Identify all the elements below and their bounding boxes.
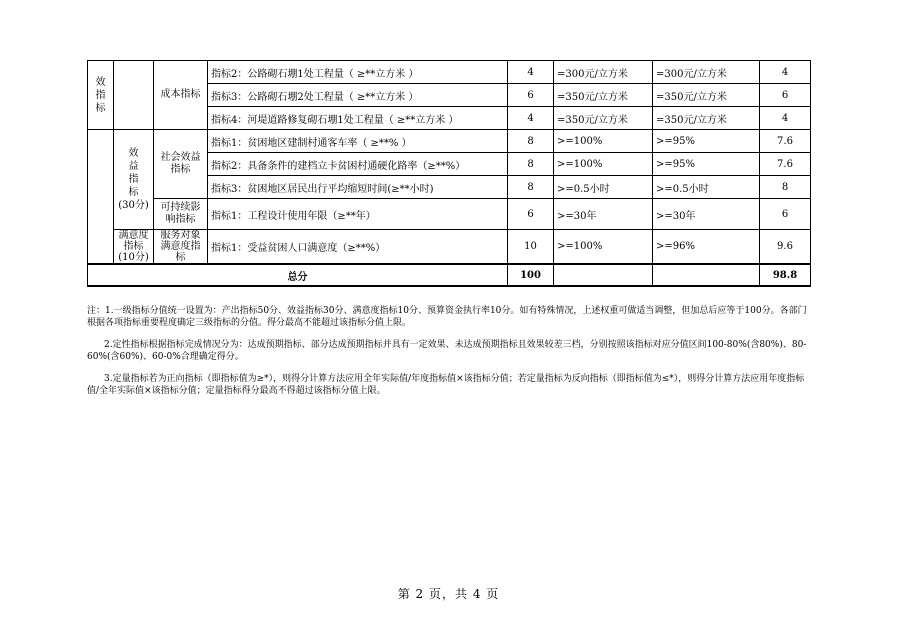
target-cell: =350元/立方米	[554, 107, 653, 130]
social-benefit-label: 社会效益 指标	[154, 130, 208, 199]
note-paragraph: 3.定量指标若为正向指标（即指标值为≥*），则得分计算方法应用全年实际值/年度指标值×该指标分值；若定量指标为反向指标（即指标值为≤*），则得分计算方法应用年度指标值/全年实际值×该指标分值；定量指标得分最高不得超过该指标分值上限。	[87, 374, 805, 396]
weight-cell: 6	[508, 199, 554, 230]
actual-cell: >=96%	[653, 230, 760, 265]
target-cell: =350元/立方米	[554, 84, 653, 107]
weight-cell: 4	[508, 107, 554, 130]
weight-cell: 8	[508, 130, 554, 153]
actual-cell: >=95%	[653, 153, 760, 176]
notes-section	[87, 305, 809, 407]
target-cell: >=0.5小时	[554, 176, 653, 199]
satisfaction-label: 满意度 指标 (10分)	[114, 230, 154, 265]
score-cell: 7.6	[760, 130, 811, 153]
indicator-cell: 指标2：公路砌石堋1处工程量（ ≥**立方米 ）	[208, 61, 508, 84]
table-row	[88, 199, 811, 230]
indicator-cell: 指标1：受益贫困人口满意度（≥**%）	[208, 230, 508, 265]
score-cell: 8	[760, 176, 811, 199]
level1-label: 效 指 标	[88, 61, 114, 130]
score-cell: 6	[760, 199, 811, 230]
weight-cell: 10	[508, 230, 554, 265]
total-weight: 100	[508, 264, 554, 286]
table-row	[88, 130, 811, 153]
table-row	[88, 61, 811, 84]
indicator-cell: 指标4：河堤道路修复砌石堋1处工程量（ ≥**立方米 ）	[208, 107, 508, 130]
total-row	[88, 264, 811, 286]
table-row	[88, 230, 811, 265]
actual-cell: =300元/立方米	[653, 61, 760, 84]
service-satisfaction-label: 服务对象 满意度指 标	[154, 230, 208, 265]
performance-table	[87, 60, 811, 287]
weight-cell: 8	[508, 153, 554, 176]
indicator-cell: 指标1：贫困地区建制村通客车率（ ≥**% ）	[208, 130, 508, 153]
target-cell: >=100%	[554, 153, 653, 176]
actual-cell: >=95%	[653, 130, 760, 153]
page-number-footer: 第 2 页，共 4 页	[397, 587, 500, 601]
total-label: 总分	[88, 264, 508, 286]
actual-cell: >=30年	[653, 199, 760, 230]
score-cell: 4	[760, 107, 811, 130]
indicator-cell: 指标2：具备条件的建档立卡贫困村通硬化路率（≥**%）	[208, 153, 508, 176]
sustainability-label: 可持续影 响指标	[154, 199, 208, 230]
score-cell: 9.6	[760, 230, 811, 265]
target-cell: >=30年	[554, 199, 653, 230]
indicator-cell: 指标3：公路砌石堋2处工程量（ ≥**立方米 ）	[208, 84, 508, 107]
indicator-cell: 指标1：工程设计使用年限（≥**年）	[208, 199, 508, 230]
actual-cell: >=0.5小时	[653, 176, 760, 199]
indicator-cell: 指标3：贫困地区居民出行平均缩短时间(≥**小时)	[208, 176, 508, 199]
total-empty-cell	[653, 264, 760, 286]
score-cell: 6	[760, 84, 811, 107]
target-cell: >=100%	[554, 230, 653, 265]
score-cell: 4	[760, 61, 811, 84]
level1-empty-cell	[88, 130, 114, 265]
total-score: 98.8	[760, 264, 811, 286]
weight-cell: 4	[508, 61, 554, 84]
target-cell: >=100%	[554, 130, 653, 153]
actual-cell: =350元/立方米	[653, 84, 760, 107]
actual-cell: =350元/立方米	[653, 107, 760, 130]
note-paragraph: 注：1.一级指标分值统一设置为：产出指标50分、效益指标30分、满意度指标10分、预算资金执行率10分。如有特殊情况，上述权重可做适当调整，但加总后应等于100分。各部门根据各项指标重要程度确定三级指标的分值。得分最高不能超过该指标分值上限。	[87, 306, 807, 328]
weight-cell: 8	[508, 176, 554, 199]
weight-cell: 6	[508, 84, 554, 107]
target-cell: =300元/立方米	[554, 61, 653, 84]
level2-empty-cell	[114, 61, 154, 130]
cost-indicator-label: 成本指标	[154, 61, 208, 130]
score-cell: 7.6	[760, 153, 811, 176]
note-paragraph: 2.定性指标根据指标完成情况分为：达成预期指标、部分达成预期指标并具有一定效果、未达成预期指标且效果较差三档，分别按照该指标对应分值区间100-80%(含80%)、80-60%(含60%)、60-0%合理确定得分。	[87, 340, 807, 362]
total-empty-cell	[554, 264, 653, 286]
benefit-indicator-label: 效 益 指 标 (30分)	[114, 130, 154, 230]
